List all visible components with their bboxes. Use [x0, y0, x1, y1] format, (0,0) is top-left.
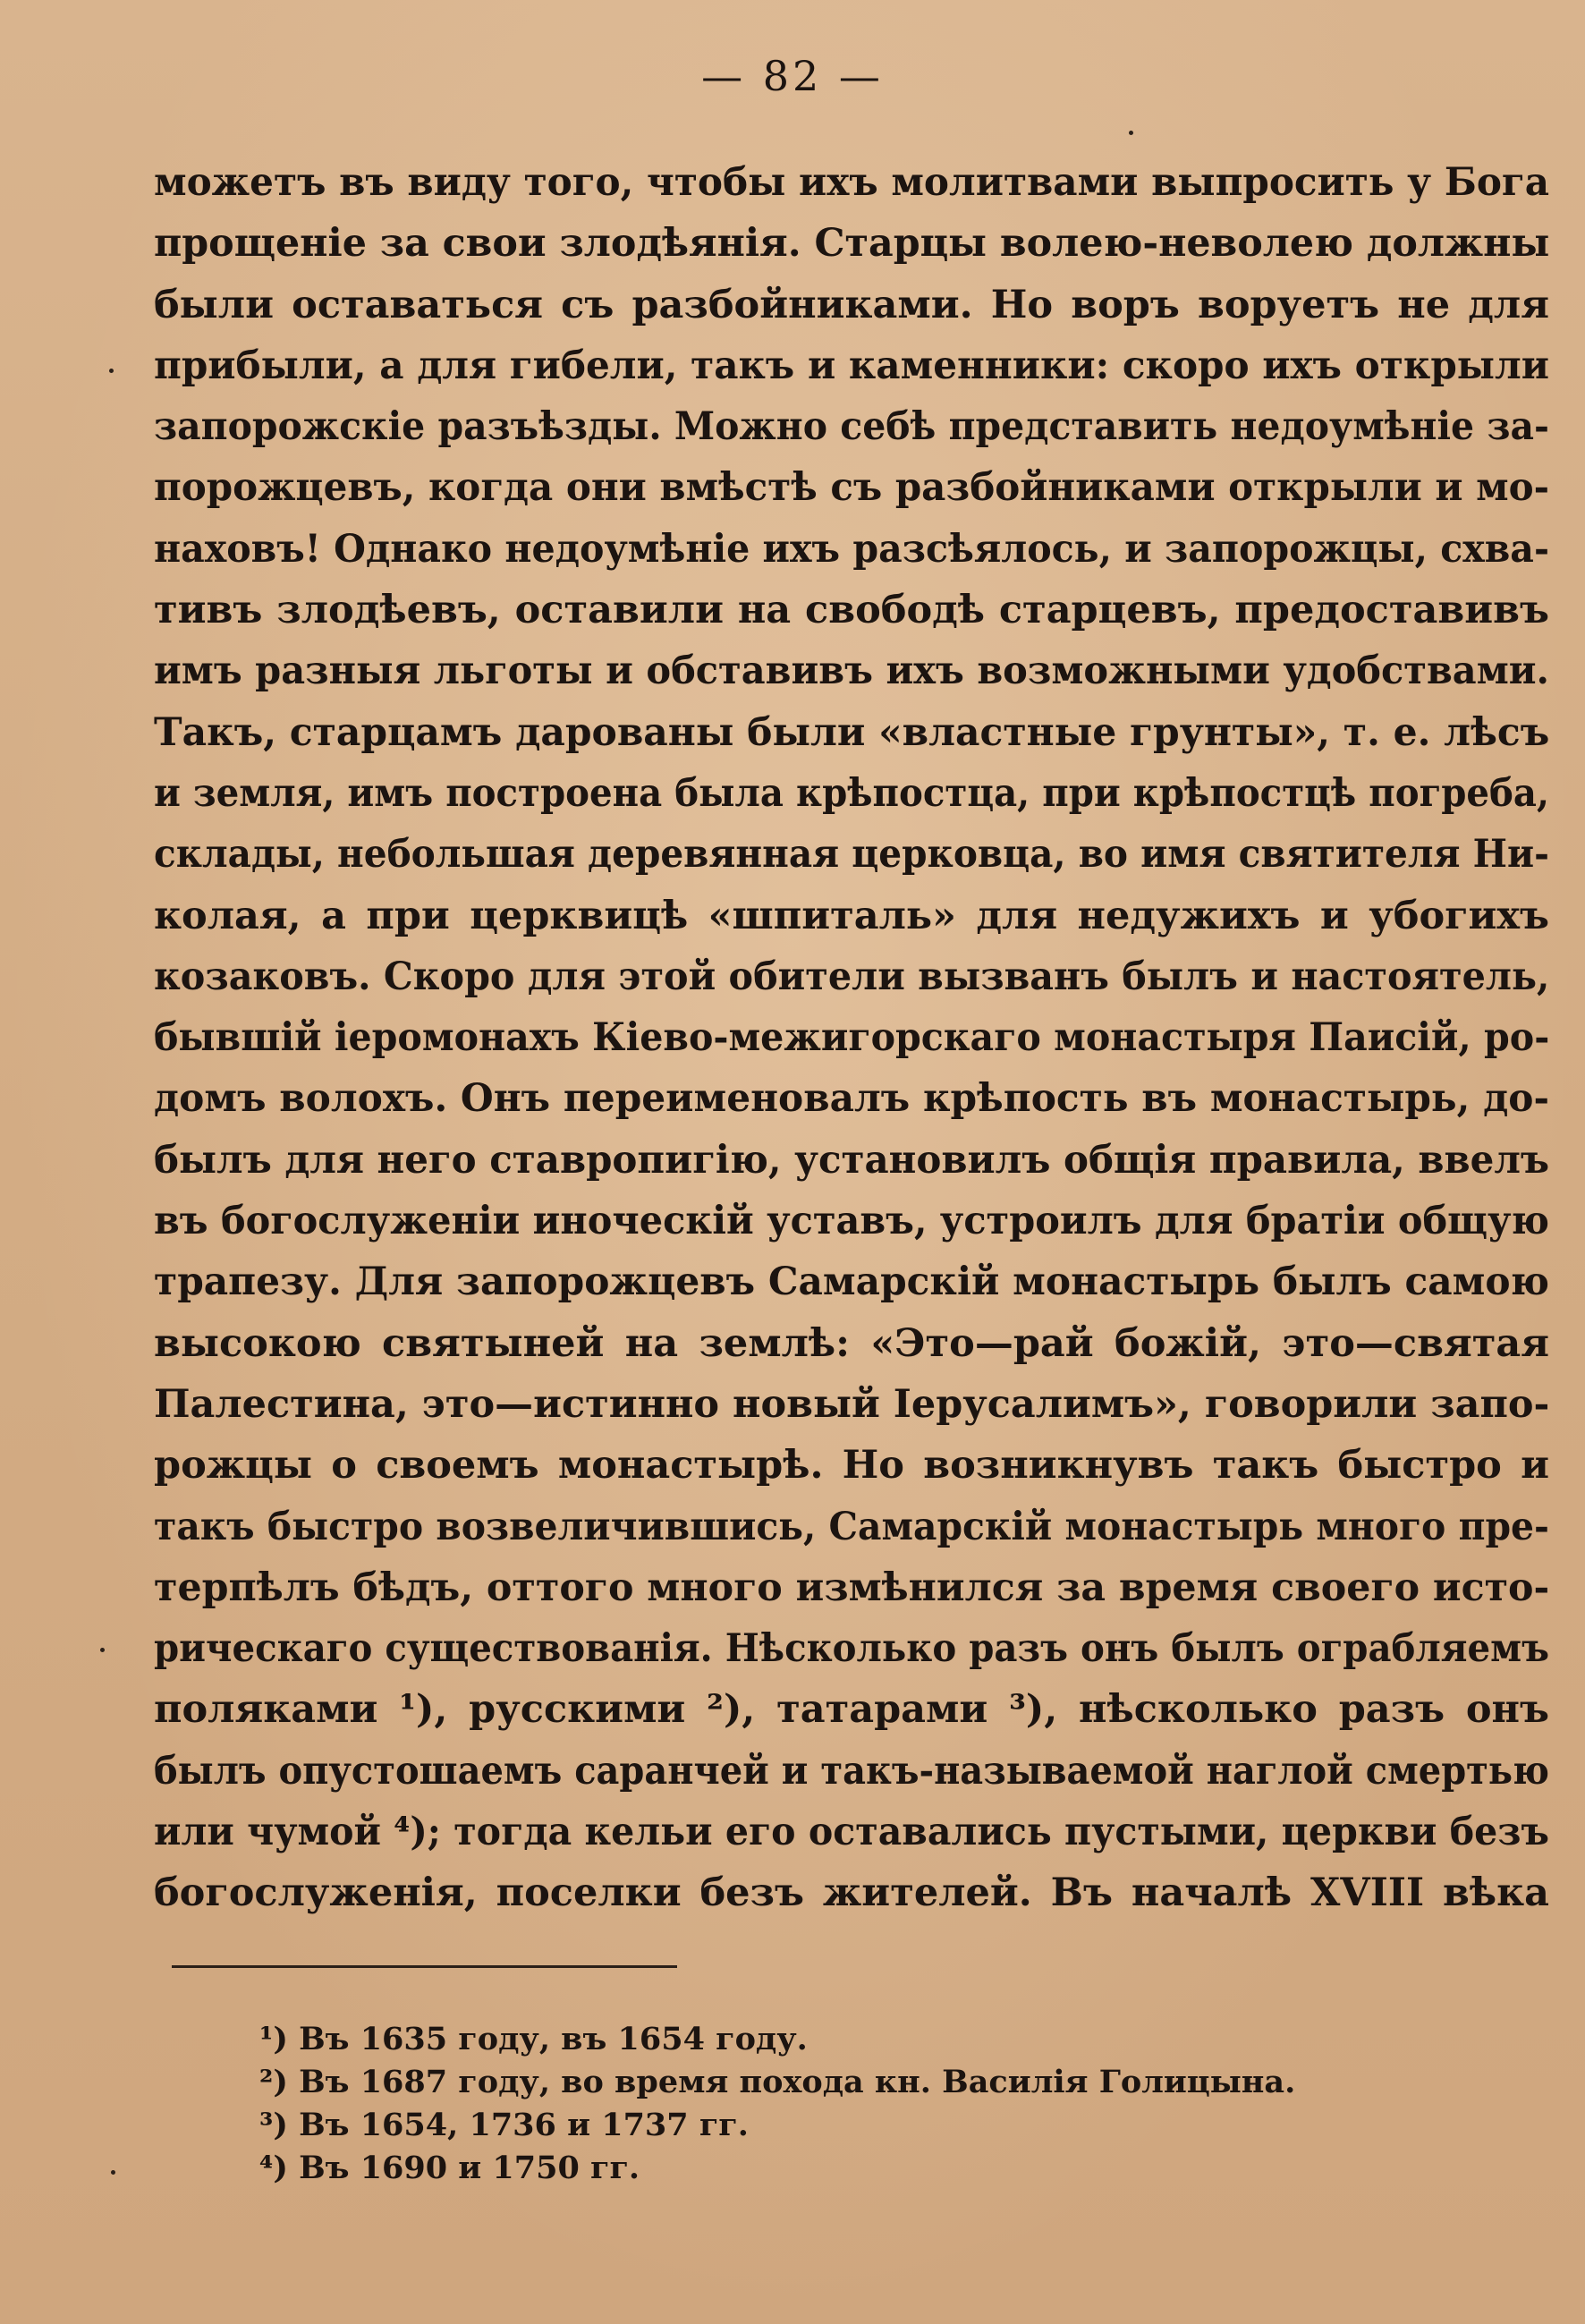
- text-line: Такъ, старцамъ дарованы были «властные грунты», т. е. лѣсъ: [154, 709, 1550, 755]
- text-line: прощеніе за свои злодѣянія. Старцы волею-неволею должны: [154, 221, 1550, 267]
- footnote-3: [259, 2104, 1422, 2147]
- footnote-mark: ⁴): [259, 2150, 288, 2186]
- footnote-2: [259, 2061, 1422, 2104]
- text-line: склады, небольшая деревянная церковца, во имя святителя Ни-: [154, 832, 1549, 878]
- text-line: прибыли, а для гибели, такъ и каменники: скоро ихъ открыли: [154, 343, 1549, 388]
- footnote-separator: [172, 1965, 677, 1968]
- footnotes: [259, 2018, 1422, 2190]
- text-line: тивъ злодѣевъ, оставили на свободѣ старцевъ, предоставивъ: [154, 588, 1549, 633]
- print-speck: [111, 2170, 115, 2175]
- text-line: козаковъ. Скоро для этой обители вызванъ былъ и настоятель,: [154, 954, 1550, 999]
- text-line: имъ разныя льготы и обставивъ ихъ возможными удобствами.: [154, 649, 1549, 694]
- footnote-text: Въ 1635 году, въ 1654 году.: [299, 2021, 808, 2057]
- text-line: высокою святыней на землѣ: «Это—рай божій, это—святая: [154, 1320, 1549, 1366]
- footnote-mark: ³): [259, 2107, 288, 2143]
- text-line: въ богослуженіи иноческій уставъ, устроилъ для братіи общую: [154, 1199, 1549, 1244]
- text-line: были оставаться съ разбойниками. Но воръ воруетъ не для: [154, 282, 1549, 327]
- print-speck: [1129, 131, 1133, 135]
- page-number: — 82 —: [701, 52, 884, 100]
- text-line: богослуженія, поселки безъ жителей. Въ началѣ XVIII вѣка: [154, 1870, 1549, 1916]
- text-line: рожцы о своемъ монастырѣ. Но возникнувъ такъ быстро и: [154, 1443, 1549, 1489]
- text-line: домъ волохъ. Онъ переименовалъ крѣпость въ монастырь, до-: [154, 1076, 1549, 1122]
- text-line: поляками ¹), русскими ²), татарами ³), нѣсколько разъ онъ: [154, 1687, 1549, 1733]
- print-speck: [109, 369, 114, 373]
- footnote-1: [259, 2018, 1422, 2061]
- text-line: можетъ въ виду того, чтобы ихъ молитвами выпросить у Бога: [154, 160, 1549, 205]
- text-line: терпѣлъ бѣдъ, оттого много измѣнился за время своего исто-: [154, 1565, 1550, 1610]
- text-line: наховъ! Однако недоумѣніе ихъ разсѣялось, и запорожцы, схва-: [154, 526, 1549, 572]
- text-line: и земля, имъ построена была крѣпостца, при крѣпостцѣ погреба,: [154, 770, 1549, 816]
- text-line: былъ для него ставропигію, установилъ общія правила, ввелъ: [154, 1137, 1550, 1183]
- text-line: бывшій іеромонахъ Кіево-межигорскаго монастыря Паисій, ро-: [154, 1015, 1550, 1061]
- text-line: Палестина, это—истинно новый Іерусалимъ», говорили запо-: [154, 1381, 1550, 1427]
- text-line: колая, а при церквицѣ «шпиталь» для недужихъ и убогихъ: [154, 893, 1549, 938]
- text-line: такъ быстро возвеличившись, Самарскій монастырь много пре-: [154, 1504, 1549, 1549]
- footnote-mark: ¹): [259, 2021, 288, 2057]
- print-speck: [100, 1648, 105, 1652]
- footnote-text: Въ 1690 и 1750 гг.: [299, 2150, 640, 2186]
- text-line: или чумой ⁴); тогда кельи его оставались пустыми, церкви безъ: [154, 1810, 1549, 1855]
- text-line: рическаго существованія. Нѣсколько разъ онъ былъ ограбляемъ: [154, 1626, 1550, 1672]
- text-line: былъ опустошаемъ саранчей и такъ-называемой наглой смертью: [154, 1748, 1549, 1794]
- text-line: трапезу. Для запорожцевъ Самарскій монастырь былъ самою: [154, 1260, 1549, 1305]
- footnote-4: [259, 2147, 1422, 2190]
- body-text: [154, 152, 1549, 1924]
- text-line: запорожскіе разъѣзды. Можно себѣ представить недоумѣніе за-: [154, 404, 1549, 450]
- footnote-text: Въ 1654, 1736 и 1737 гг.: [299, 2107, 749, 2143]
- footnote-text: Въ 1687 году, во время похода кн. Василія Голицына.: [299, 2064, 1296, 2100]
- footnote-mark: ²): [259, 2064, 288, 2100]
- text-line: порожцевъ, когда они вмѣстѣ съ разбойниками открыли и мо-: [154, 465, 1550, 511]
